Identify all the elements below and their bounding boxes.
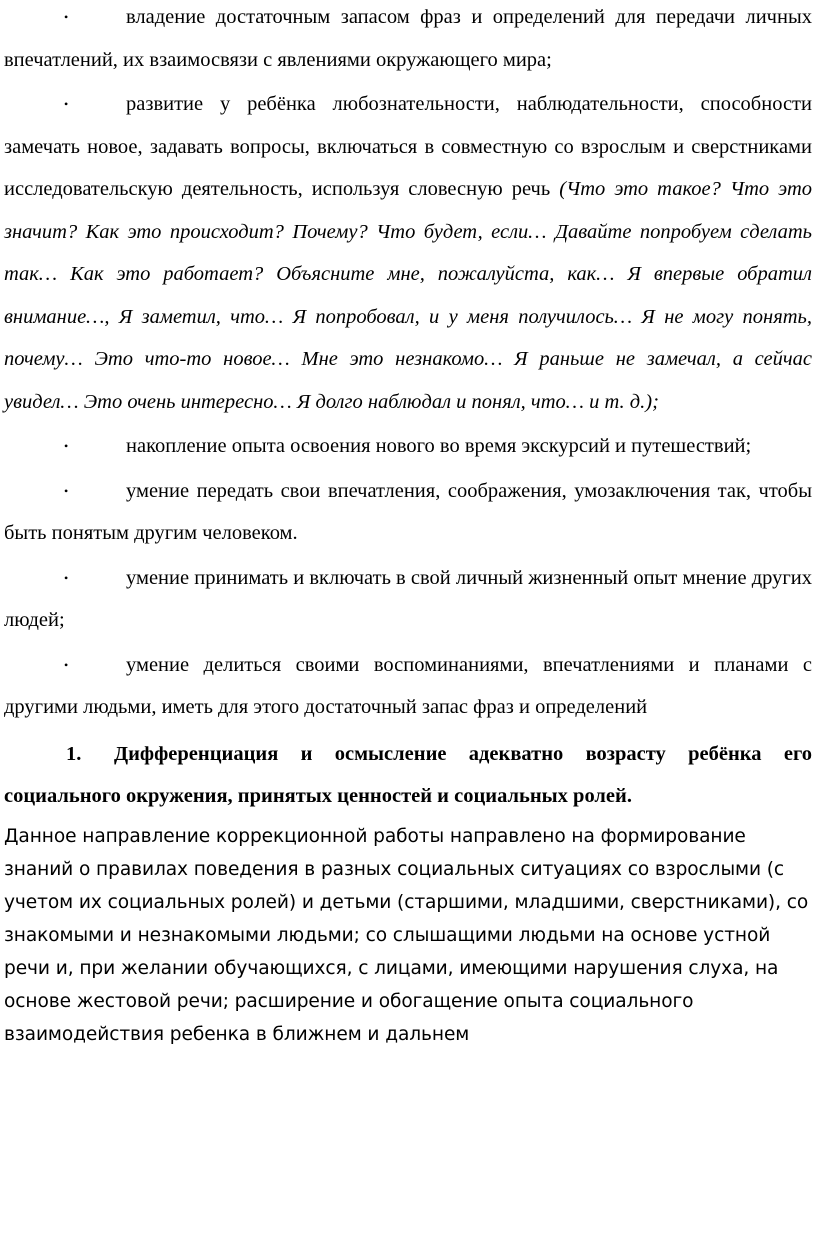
section-heading (4, 733, 812, 818)
bullet-text: накопление опыта освоения нового во время экскурсий и путешествий; (126, 435, 752, 457)
section-number: 1. (66, 742, 82, 765)
bullet-item (4, 0, 812, 81)
bullet-item (4, 83, 812, 423)
bullet-marker: • (64, 657, 69, 672)
bullet-item (4, 557, 812, 642)
bullet-marker: • (64, 97, 69, 111)
bullet-italic-examples: (Что это такое? Что это значит? Как это происходит? Почему? Что будет, если… Давайте попробуем сделать так… Как это работает? Объясните мне, пожалуйста, как… Я впервые обратил внимание…, Я заметил, что… Я попробовал, и у меня получилось… Я не могу понять, почему… Это что-то новое… Мне это незнакомо… Я раньше не замечал, а сейчас увидел… Это очень интересно… Я долго наблюдал и понял, что… и т. д.); (4, 178, 812, 413)
bullet-item (4, 425, 812, 468)
bullet-text: умение передать свои впечатления, соображения, умозаключения так, чтобы быть понятым другим человеком. (4, 479, 812, 544)
bullet-marker: • (64, 570, 69, 585)
bullet-item (4, 644, 812, 729)
bullet-marker: • (64, 439, 69, 453)
bullet-text: владение достаточным запасом фраз и определений для передачи личных впечатлений, их взаимосвязи с явлениями окружающего мира; (4, 6, 812, 71)
section-heading-text: Дифференциация и осмысление адекватно возрасту ребёнка его социального окружения, принятых ценностей и социальных ролей. (4, 742, 812, 807)
body-paragraph: Данное направление коррекционной работы направлено на формирование знаний о правилах поведения в разных социальных ситуациях со взрослыми (с учетом их социальных ролей) и детьми (старшими, младшими, сверстниками), со знакомыми и незнакомыми людьми; со слышащими людьми на основе устной речи и, при желании обучающихся, с лицами, имеющими нарушения слуха, на основе жестовой речи; расширение и обогащение опыта социального взаимодействия ребенка в ближнем и дальнем (4, 825, 809, 1045)
bullet-text: развитие у ребёнка любознательности, наблюдательности, способности замечать новое, задавать вопросы, включаться в совместную со взрослым и сверстниками исследовательскую деятельность, используя словесную речь (4, 93, 812, 200)
bullet-text: умение делиться своими воспоминаниями, впечатлениями и планами с другими людьми, иметь для этого достаточный запас фраз и определений (4, 653, 812, 718)
bullet-text: умение принимать и включать в свой личный жизненный опыт мнение других людей; (4, 566, 812, 631)
bullet-item (4, 470, 812, 555)
bullet-marker: • (64, 10, 69, 24)
bullet-marker: • (64, 483, 69, 498)
